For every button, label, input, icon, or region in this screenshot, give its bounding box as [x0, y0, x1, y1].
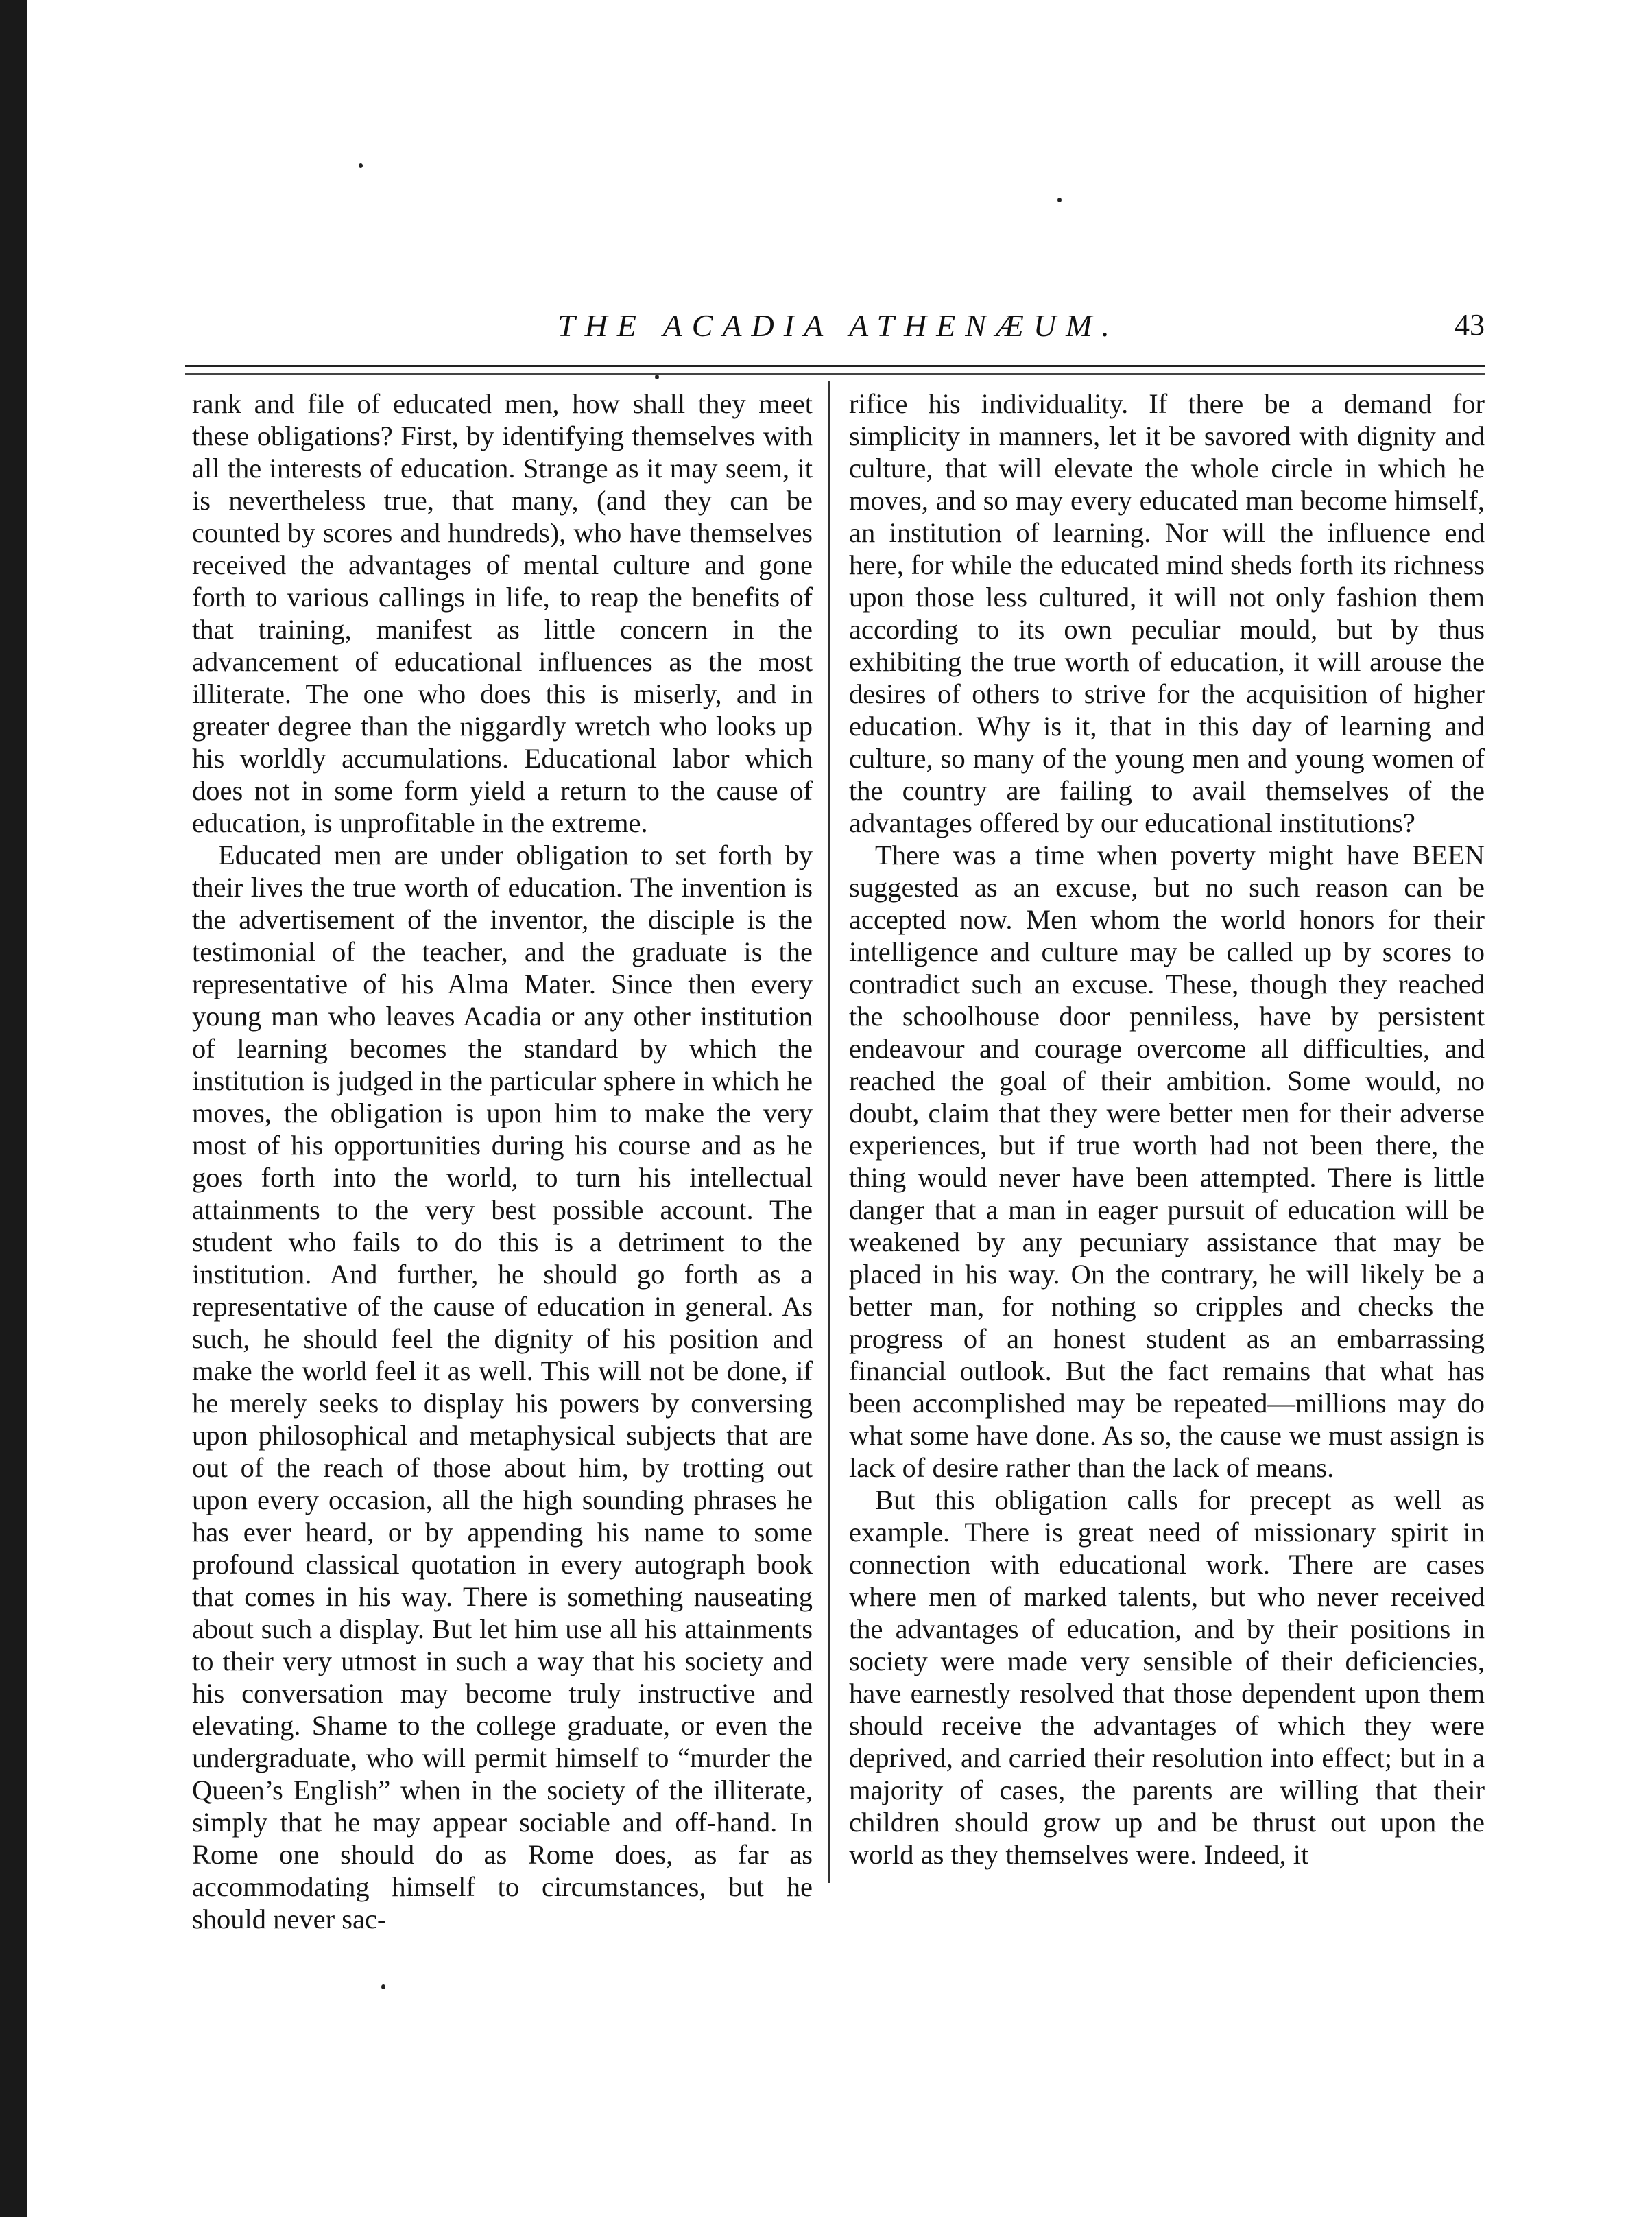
header-rule — [185, 365, 1485, 375]
left-column — [192, 388, 813, 1934]
paragraph: rank and file of educated men, how shall they meet these obligations? First, by identifying themselves with all the interests of education. Strange as it may seem, it is nevertheless true, that many, (and they can be counted by scores and hundreds), who have themselves received the advantages of mental culture and gone forth to various callings in life, to reap the benefits of that training, manifest as little concern in the advancement of educational influences as the most illiterate. The one who does this is miserly, and in greater degree than the niggardly wretch who looks up his worldly accumulations. Educational labor which does not in some form yield a return to the cause of education, is unprofitable in the extreme. — [192, 388, 813, 838]
paragraph: But this obligation calls for precept as well as example. There is great need of missionary spirit in connection with educational work. There are cases where men of marked talents, but who never received the advantages of education, and by their positions in society were made very sensible of their deficiencies, have earnestly resolved that those dependent upon them should receive the advantages of which they were deprived, and carried their resolution into effect; but in a majority of cases, the parents are willing that their children should grow up and be thrust out upon the world as they themselves were. Indeed, it — [849, 1484, 1485, 1870]
print-speck — [381, 1984, 385, 1989]
column-divider — [828, 381, 830, 1883]
paragraph: There was a time when poverty might have BEEN suggested as an excuse, but no such reason can be accepted now. Men whom the world honors for their intelligence and culture may be called up by scores to contradict such an excuse. These, though they reached the schoolhouse door penniless, have by persistent endeavour and courage overcome all difficulties, and reached the goal of their ambition. Some would, no doubt, claim that they were better men for their adverse experiences, but if true worth had not been there, the thing would never have been attempted. There is little danger that a man in eager pursuit of education will be weakened by any pecuniary assistance that may be placed in his way. On the contrary, he will likely be a better man, for nothing so cripples and checks the progress of an honest student as an embarrassing financial outlook. But the fact remains that what has been accomplished may be repeated—millions may do what some have done. As so, the cause we must assign is lack of desire rather than the lack of means. — [849, 840, 1485, 1483]
page-number: 43 — [1455, 308, 1485, 342]
paragraph: Educated men are under obligation to set forth by their lives the true worth of education. The invention is the advertisement of the inventor, the disciple is the testimonial of the teacher, and the graduate is the representative of his Alma Mater. Since then every young man who leaves Acadia or any other institution of learning becomes the standard by which the institution is judged in the particular sphere in which he moves, the obligation is upon him to make the very most of his opportunities during his course and as he goes forth into the world, to turn his intellectual attainments to the very best possible account. The student who fails to do this is a detriment to the institution. And further, he should go forth as a representative of the cause of education in general. As such, he should feel the dignity of his position and make the world feel it as well. This will not be done, if he merely seeks to display his powers by conversing upon philosophical and metaphysical subjects that are out of the reach of those about him, by trotting out upon every occasion, all the high sounding phrases he has ever heard, or by appending his name to some profound classical quotation in every autograph book that comes in his way. There is something nauseating about such a display. But let him use all his attainments to their very utmost in such a way that his society and his conversation may become truly instructive and elevating. Shame to the college graduate, or even the undergraduate, who will permit himself to “murder the Queen’s English” when in the society of the illiterate, simply that he may appear sociable and off-hand. In Rome one should do as Rome does, as far as accommodating himself to circumstances, but he should never sac- — [192, 840, 813, 1934]
paragraph: rifice his individuality. If there be a demand for simplicity in manners, let it be savored with dignity and culture, that will elevate the whole circle in which he moves, and so may every educated man become himself, an institution of learning. Nor will the influence end here, for while the educated mind sheds forth its richness upon those less cultured, it will not only fashion them according to its own peculiar mould, but by thus exhibiting the true worth of education, it will arouse the desires of others to strive for the acquisition of higher education. Why is it, that in this day of learning and culture, so many of the young men and young women of the country are failing to avail themselves of the advantages offered by our educational institutions? — [849, 388, 1485, 838]
journal-title: THE ACADIA ATHENÆUM. — [558, 308, 1119, 343]
page-binding-edge — [0, 0, 27, 2217]
right-column — [849, 388, 1485, 1883]
print-speck — [655, 375, 659, 379]
print-speck — [359, 163, 363, 168]
print-speck — [1057, 198, 1062, 202]
running-header — [192, 302, 1485, 357]
